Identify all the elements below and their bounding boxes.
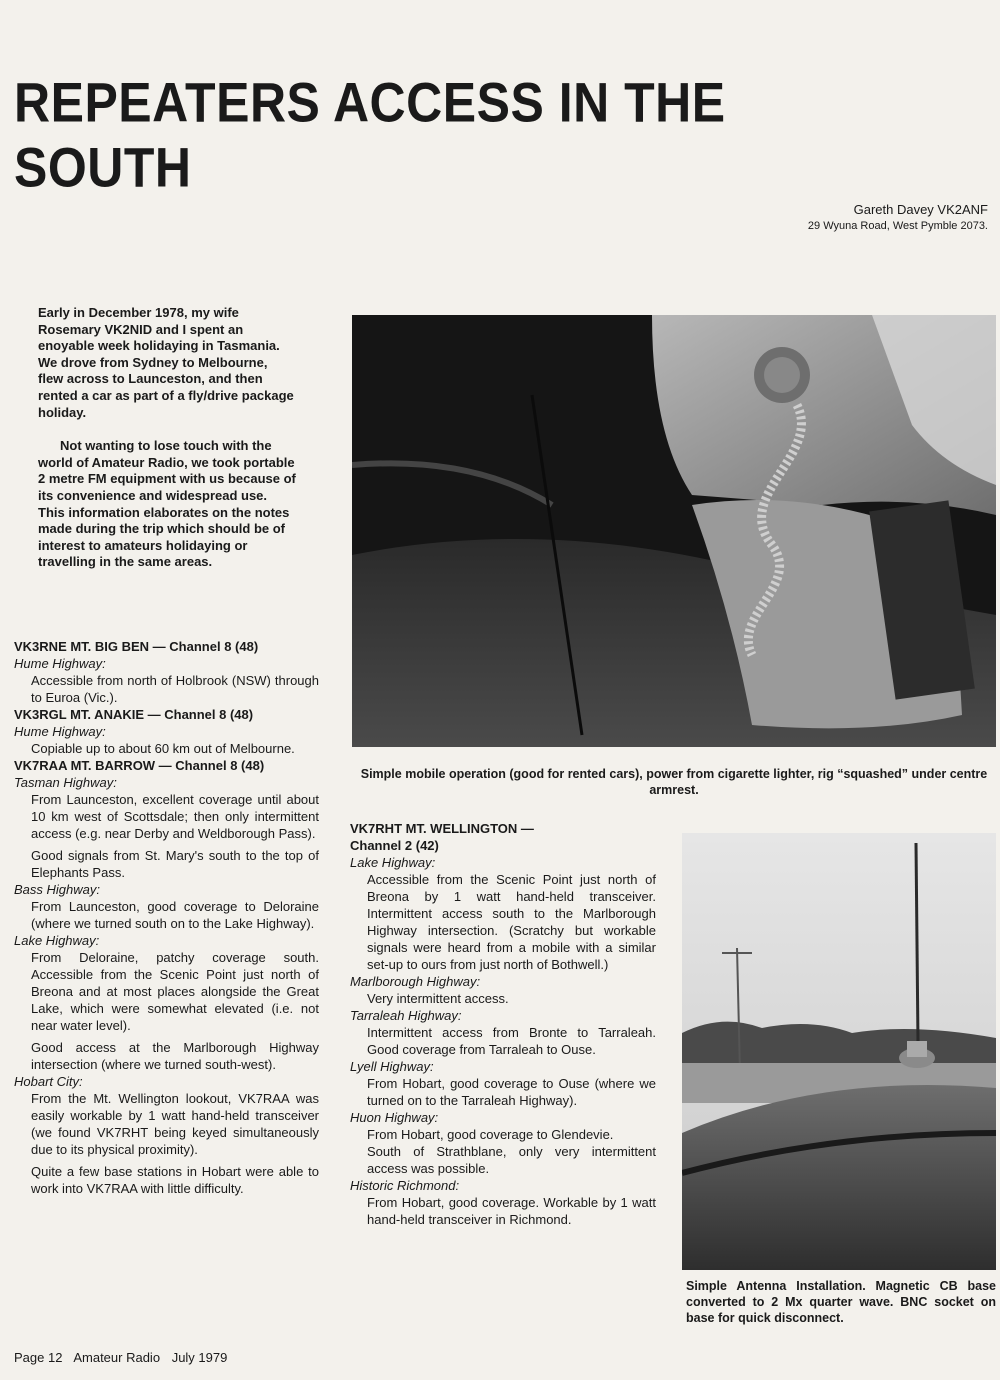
middle-column xyxy=(350,820,656,1228)
antenna-photo xyxy=(682,833,996,1270)
station-heading: VK3RNE MT. BIG BEN — Channel 8 (48) xyxy=(14,639,259,654)
station-heading: VK7RAA MT. BARROW — Channel 8 (48) xyxy=(14,758,265,773)
coverage-text: From Hobart, good coverage to Ouse (where we turned on to the Tarraleah Highway). xyxy=(367,1076,656,1108)
coverage-text: From Deloraine, patchy coverage south. Accessible from the Scenic Point just north of Breona and at most places alongside the Great Lake, which were somewhat elevated (i.e. not near water level). xyxy=(31,950,319,1033)
highway-label: Lyell Highway: xyxy=(350,1059,434,1074)
intro-text xyxy=(38,305,296,588)
coverage-text: Accessible from north of Holbrook (NSW) through to Euroa (Vic.). xyxy=(31,673,319,705)
coverage-text: From Hobart, good coverage to Glendevie. xyxy=(367,1127,614,1142)
page-footer xyxy=(14,1350,235,1365)
page-number: Page 12 xyxy=(14,1350,63,1365)
car-interior-photo xyxy=(352,315,996,747)
highway-label: Historic Richmond: xyxy=(350,1178,460,1193)
highway-label: Marlborough Highway: xyxy=(350,974,481,989)
coverage-text: Copiable up to about 60 km out of Melbourne. xyxy=(31,741,295,756)
highway-label: Lake Highway: xyxy=(350,855,436,870)
highway-label: Bass Highway: xyxy=(14,882,100,897)
article-title: REPEATERS ACCESS IN THE SOUTH xyxy=(14,71,726,199)
coverage-text: Accessible from the Scenic Point just north of Breona by 1 watt hand-held transceiver. Intermittent access south to the Marlborough Highway intersection. (Scratchy but workable signals were heard from a mobile with a similar set-up to ours from just north of Bothwell.) xyxy=(367,872,656,972)
station-heading: VK7RHT MT. WELLINGTON — xyxy=(350,821,534,836)
left-column xyxy=(14,638,319,1197)
coverage-text: Very intermittent access. xyxy=(367,991,509,1006)
station-heading: VK3RGL MT. ANAKIE — Channel 8 (48) xyxy=(14,707,254,722)
coverage-text: From Hobart, good coverage. Workable by 1 watt hand-held transceiver in Richmond. xyxy=(367,1195,656,1227)
coverage-text: Quite a few base stations in Hobart were able to work into VK7RAA with little difficulty. xyxy=(31,1164,319,1196)
intro-paragraph: Not wanting to lose touch with the world of Amateur Radio, we took portable 2 metre FM equipment with us because of its convenience and widespread use. This information elaborates on the notes made during the trip which should be of interest to amateurs holidaying or travelling in the same areas. xyxy=(38,438,296,570)
coverage-text: Intermittent access from Bronte to Tarraleah. Good coverage from Tarraleah to Ouse. xyxy=(367,1025,656,1057)
highway-label: Hobart City: xyxy=(14,1074,83,1089)
highway-label: Hume Highway: xyxy=(14,724,106,739)
author-address: 29 Wyuna Road, West Pymble 2073. xyxy=(807,220,988,232)
photo-caption: Simple Antenna Installation. Magnetic CB base converted to 2 Mx quarter wave. BNC socket on base for quick disconnect. xyxy=(686,1279,996,1325)
highway-label: Tarraleah Highway: xyxy=(350,1008,462,1023)
highway-label: Hume Highway: xyxy=(14,656,106,671)
issue-date: July 1979 xyxy=(171,1350,228,1365)
coverage-text: From Launceston, excellent coverage until about 10 km west of Scottsdale; then only intermittent access (e.g. near Derby and Weldborough Pass). xyxy=(31,792,319,841)
intro-paragraph: Early in December 1978, my wife Rosemary VK2NID and I spent an enoyable week holidaying in Tasmania. We drove from Sydney to Melbourne, flew across to Launceston, and then rented a car as part of a fly/drive package holiday. xyxy=(38,305,294,420)
coverage-text: From the Mt. Wellington lookout, VK7RAA was easily workable by 1 watt hand-held transceiver (we found VK7RHT being keyed simultaneously due to its physical proximity). xyxy=(31,1091,319,1157)
highway-label: Tasman Highway: xyxy=(14,775,117,790)
author-block xyxy=(808,202,988,232)
coverage-text: From Launceston, good coverage to Deloraine (where we turned south on to the Lake Highway). xyxy=(31,899,319,931)
coverage-text: Good access at the Marlborough Highway intersection (where we turned south-west). xyxy=(31,1040,319,1072)
author-name: Gareth Davey VK2ANF xyxy=(853,202,988,217)
highway-label: Huon Highway: xyxy=(350,1110,439,1125)
magazine-name: Amateur Radio xyxy=(73,1350,161,1365)
station-heading: Channel 2 (42) xyxy=(350,838,439,853)
coverage-text: Good signals from St. Mary's south to the top of Elephants Pass. xyxy=(31,848,319,880)
highway-label: Lake Highway: xyxy=(14,933,100,948)
coverage-text: South of Strathblane, only very intermittent access was possible. xyxy=(367,1144,656,1176)
photo-caption: Simple mobile operation (good for rented cars), power from cigarette lighter, rig “squashed” under centre armrest. xyxy=(360,767,988,797)
